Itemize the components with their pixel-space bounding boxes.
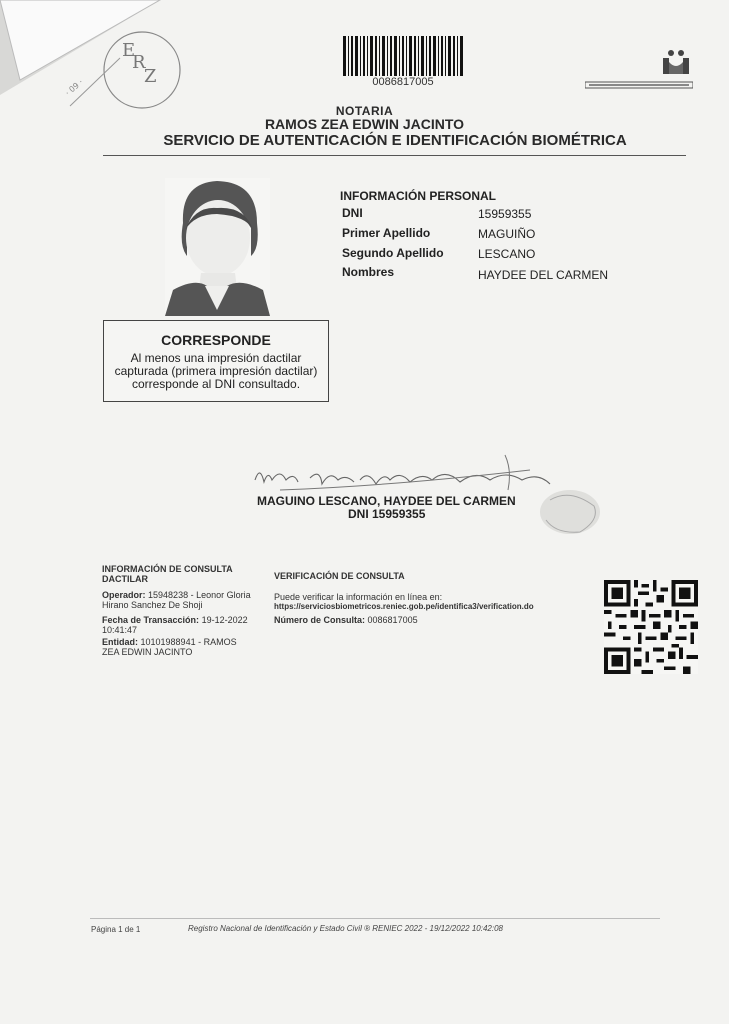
fecha-transaccion: Fecha de Transacción: 19-12-2022 10:41:47 (102, 615, 248, 635)
signer-name: MAGUINO LESCANO, HAYDEE DEL CARMEN (257, 494, 516, 508)
footer-registro: Registro Nacional de Identificación y Estado Civil ® RENIEC 2022 - 19/12/2022 10:42:08 (188, 924, 503, 933)
segundo-apellido-value: LESCANO (478, 247, 536, 261)
entidad-info: Entidad: 10101988941 - RAMOS ZEA EDWIN JACINTO (102, 637, 237, 657)
verificacion-text: Puede verificar la información en línea en: (274, 592, 443, 602)
segundo-apellido-label: Segundo Apellido (342, 246, 444, 260)
primer-apellido-label: Primer Apellido (342, 226, 431, 240)
service-title: SERVICIO DE AUTENTICACIÓN E IDENTIFICACIÓN BIOMÉTRICA (163, 132, 627, 149)
result-line: capturada (primera impresión dactilar) (114, 364, 318, 378)
dni-label: DNI (342, 206, 363, 220)
header-divider (103, 155, 686, 156)
notary-name: RAMOS ZEA EDWIN JACINTO (264, 116, 465, 132)
verification-url[interactable]: https://serviciosbiometricos.reniec.gob.pe/identifica3/verification.do (274, 602, 534, 611)
signer-dni: DNI 15959355 (348, 507, 426, 521)
notary-stamp (60, 18, 185, 118)
nombres-value: HAYDEE DEL CARMEN (478, 268, 609, 282)
footer-divider (90, 918, 660, 919)
result-text (103, 352, 329, 391)
result-line: corresponde al DNI consultado. (131, 377, 301, 391)
reniec-logo (585, 48, 693, 93)
consulta-dactilar-title: INFORMACIÓN DE CONSULTA DACTILAR (102, 564, 233, 584)
nombres-label: Nombres (342, 265, 395, 279)
qr-code (603, 580, 699, 674)
svg-text:E: E (122, 40, 136, 61)
personal-info-title: INFORMACIÓN PERSONAL (340, 189, 496, 203)
dni-value: 15959355 (478, 207, 532, 221)
result-line: Al menos una impresión dactilar (130, 351, 302, 365)
person-photo (165, 178, 270, 316)
primer-apellido-value: MAGUIÑO (478, 227, 536, 241)
verificacion-title: VERIFICACIÓN DE CONSULTA (274, 571, 405, 581)
page-number: Página 1 de 1 (91, 925, 141, 934)
svg-text:R: R (132, 52, 146, 73)
notaria-label: NOTARIA (335, 104, 394, 118)
result-title: CORRESPONDE (161, 332, 271, 348)
numero-consulta: Número de Consulta: 0086817005 (274, 615, 418, 625)
svg-text:· 09 ·: · 09 · (63, 77, 85, 98)
svg-text:Z: Z (144, 66, 157, 87)
operador-info: Operador: 15948238 - Leonor Gloria Hirano Sanchez De Shoji (102, 590, 251, 610)
barcode (343, 36, 463, 76)
barcode-number: 0086817005 (372, 76, 434, 88)
